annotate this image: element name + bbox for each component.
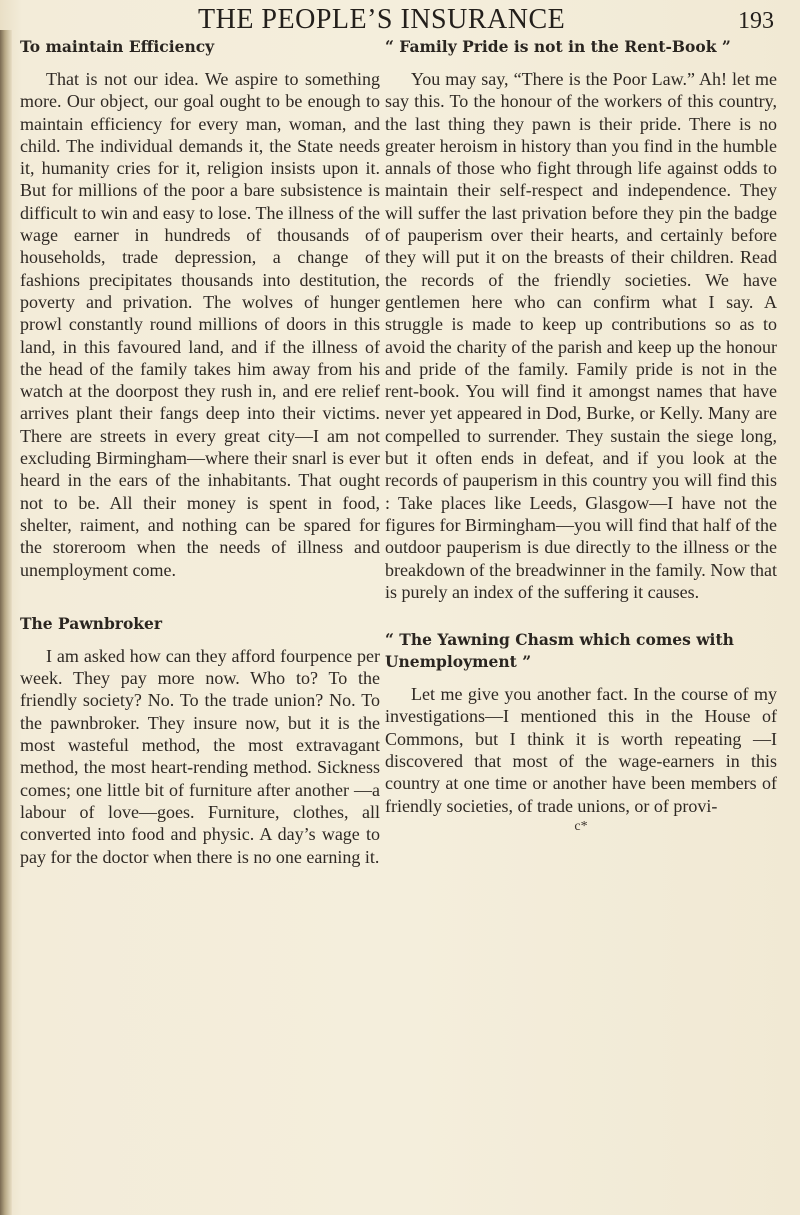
section-heading-family-pride: “ Family Pride is not in the Rent-Book ” [385, 37, 731, 56]
page-number: 193 [738, 8, 774, 34]
section-gap [385, 603, 777, 629]
section-heading-efficiency: To maintain Efficiency [20, 37, 215, 56]
paragraph-efficiency: That is not our idea. We aspire to something more. Our object, our goal ought to be enough to maintain efficiency for every man, woman, and child. The individual demands it, the State needs it, humanity cries for it, religion insists upon it. But for millions of the poor a bare subsistence is difficult to win and easy to lose. The illness of the wage earner in hundreds of thousands of households, trade depression, a change of fashions precipitates thousands into destitution, poverty and privation. The wolves of hunger prowl constantly round millions of doors in this land, in this favoured land, and if the illness of the head of the family takes him away from his watch at the doorpost they rush in, and ere relief arrives plant their fangs deep into their victims. There are streets in every great city—I am not excluding Birmingham—where their snarl is ever heard in the ears of the inhabitants. That ought not to be. All their money is spent in food, shelter, raiment, and nothing can be spared for the storeroom when the needs of illness and unemployment come. [20, 69, 380, 580]
section-heading-yawning-chasm: “ The Yawning Chasm which comes with Unemployment ” [385, 630, 734, 672]
page-gutter [0, 30, 12, 1215]
signature-mark: c* [574, 818, 588, 834]
paragraph-pawnbroker: I am asked how can they afford fourpence per week. They pay more now. Who to? To the friendly society? No. To the trade union? No. To the pawnbroker. They insure now, but it is the most wasteful method, the most extravagant method, the most heart-rending method. Sickness comes; one little bit of furniture after another —a labour of love—goes. Furniture, clothes, all converted into food and physic. A day’s wage to pay for the doctor when there is no one earning it. [20, 645, 380, 867]
running-head [0, 4, 800, 38]
running-title: THE PEOPLE’S INSURANCE [198, 4, 566, 35]
right-column [385, 36, 777, 835]
left-column [20, 36, 380, 868]
paragraph-family-pride: You may say, “There is the Poor Law.” Ah! let me say this. To the honour of the workers of this country, the last thing they pawn is their pride. There is no greater heroism in history than you find in the humble annals of those who fight through life against odds to maintain their self-respect and independence. They will suffer the last privation before they pin the badge of pauperism over their hearts, and certainly before they will put it on the breasts of their children. Read the records of the friendly societies. We have gentlemen here who can confirm what I say. A struggle is made to keep up contributions so as to avoid the charity of the parish and keep up the honour and pride of the family. Family pride is not in the rent-book. You will find it amongst names that have never yet appeared in Dod, Burke, or Kelly. Many are compelled to surrender. They sustain the siege long, but it often ends in defeat, and if you look at the records of pauperism in this country you will find this : Take places like Leeds, Glasgow—I have not the figures for Birmingham—you will find that half of the outdoor pauperism is due directly to the illness or the breakdown of the breadwinner in the family. Now that is purely an index of the suffering it causes. [385, 69, 777, 602]
section-gap [20, 581, 380, 613]
paragraph-yawning-chasm: Let me give you another fact. In the course of my investigations—I mentioned this in the House of Commons, but I think it is worth repeating —I discovered that most of the wage-earners in this country at one time or another have been members of friendly societies, of trade unions, or of provi- [385, 684, 777, 816]
section-heading-pawnbroker: The Pawnbroker [20, 613, 163, 633]
